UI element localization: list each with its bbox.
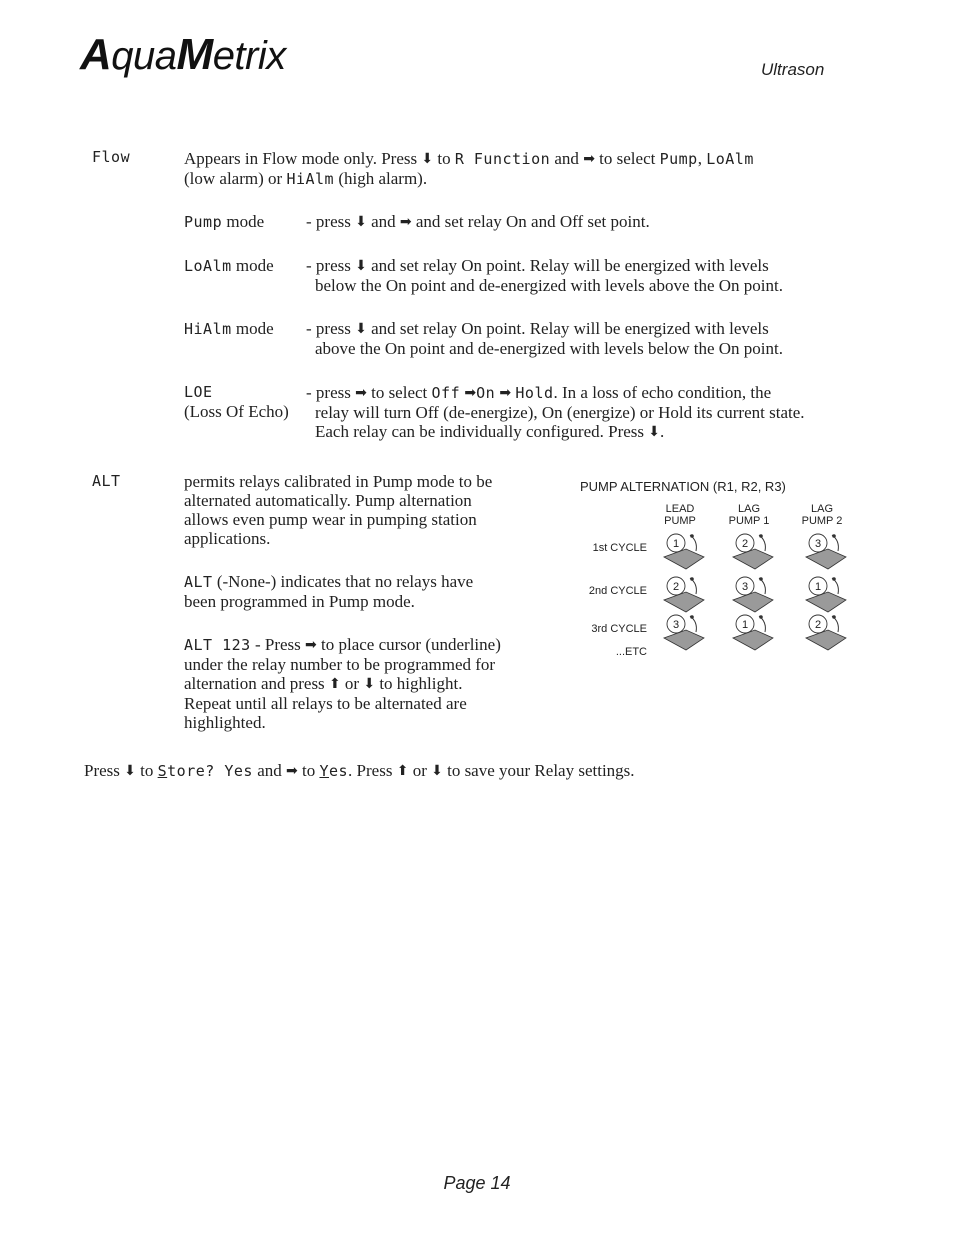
arrow-right-icon: ➡ [305,637,317,653]
pump-outlet-dot [832,534,836,538]
row-label: 1st CYCLE [592,542,647,554]
hialm-mode-desc: - press ⬇ and set relay On point. Relay will be energized with levels above the On point and de-energized with levels below the On point. [306,319,784,358]
arrow-up-icon: ⬆ [328,676,341,692]
pump-number: 1 [741,619,749,631]
pump-icon [733,615,773,650]
pump-outlet-dot [759,615,763,619]
diagram-title: PUMP ALTERNATION (R1, R2, R3) [580,479,786,494]
product-name: Ultrason [761,60,825,79]
arrow-right-icon: ➡ [285,763,298,779]
alt-para-3: ALT 123 - Press ➡ to place cursor (underline) under the relay number to be programmed for alternation and press ⬆ or ⬇ to highlight. Repeat until all relays to be alternated are highlighted. [184,635,501,732]
pump-outlet-dot [759,534,763,538]
pump-base [733,630,773,650]
arrow-right-icon: ➡ [499,385,512,401]
lcd-pump: Pump [659,150,698,168]
lcd-r-function: R Function [454,150,551,168]
pump-alternation-diagram [570,470,870,670]
logo-m: M [176,30,213,79]
flow-intro-line-2: (low alarm) or HiAlm (high alarm). [184,169,428,188]
arrow-down-icon: ⬇ [355,321,367,337]
lcd-store-yes: Store? Yes [157,762,253,780]
alt-para-1: permits relays calibrated in Pump mode to be alternated automatically. Pump alternation allows even pump wear in pumping station applications. [184,472,493,548]
arrow-down-icon: ⬇ [355,214,367,230]
arrow-right-icon: ➡ [464,385,477,401]
alt-para-2: ALT (-None-) indicates that no relays have been programmed in Pump mode. [184,572,474,611]
arrow-right-icon: ➡ [399,214,412,230]
pump-base [664,549,704,569]
pump-icon [664,577,704,612]
flow-intro [184,149,864,189]
pump-base [806,630,846,650]
arrow-up-icon: ⬆ [396,763,409,779]
lcd-hold: Hold [515,384,554,402]
pump-icon [806,615,846,650]
pump-mode-desc: - press ⬇ and ➡ and set relay On and Off set point. [306,212,650,231]
pump-icon [806,534,846,569]
lcd-loalm: LoAlm [706,150,754,168]
pump-number: 3 [672,619,680,631]
flow-label: Flow [92,148,131,166]
arrow-down-icon: ⬇ [648,424,661,440]
brand-logo [80,30,286,80]
pump-number: 2 [741,538,749,550]
loalm-mode-label: LoAlm mode [184,256,274,275]
arrow-down-icon: ⬇ [421,151,434,167]
lcd-off: Off [431,384,461,402]
loe-label: LOE (Loss Of Echo) [184,383,289,421]
pump-outlet-dot [690,615,694,619]
column-header-line1: LAG [737,503,761,515]
diagram-etc: ...ETC [615,646,647,658]
logo-etrix: etrix [212,34,286,78]
flow-intro-line-1: Appears in Flow mode only. Press ⬇ to R Function and ➡ to select Pump, LoAlm [184,149,754,168]
save-instruction: Press ⬇ to Store? Yes and ➡ to Yes. Press ⬆ or ⬇ to save your Relay settings. [84,761,635,780]
pump-icon [806,577,846,612]
hialm-mode-label: HiAlm mode [184,319,274,338]
alt-label: ALT [92,472,121,490]
pump-base [664,630,704,650]
pump-outlet-dot [690,577,694,581]
column-header-line2: PUMP [664,515,696,527]
pump-outlet-dot [832,577,836,581]
pump-number: 1 [814,581,822,593]
pump-icon [733,534,773,569]
arrow-right-icon: ➡ [355,385,367,401]
pump-outlet-dot [832,615,836,619]
loalm-mode-desc: - press ⬇ and set relay On point. Relay will be energized with levels below the On point and de-energized with levels above the On point. [306,256,784,295]
arrow-down-icon: ⬇ [431,763,443,779]
diagram-columns [664,503,842,527]
arrow-down-icon: ⬇ [355,258,367,274]
column-header-line2: PUMP 2 [801,515,843,527]
logo-qua: qua [111,34,177,78]
pump-base [664,592,704,612]
loe-desc: - press ➡ to select Off ➡On ➡ Hold. In a loss of echo condition, the relay will turn Off (de-energize), On (energize) or Hold its current state. Each relay can be individually configured. Press ⬇. [306,383,805,441]
column-header-line1: LAG [810,503,834,515]
column-header-line1: LEAD [665,503,695,515]
arrow-down-icon: ⬇ [363,676,376,692]
arrow-right-icon: ➡ [583,151,595,167]
logo-a: A [80,30,112,79]
arrow-down-icon: ⬇ [124,763,136,779]
pump-number: 2 [814,619,822,631]
lcd-yes: Yes [319,762,349,780]
page-number: Page 14 [443,1173,511,1193]
pump-number: 2 [672,581,680,593]
pump-base [806,592,846,612]
pump-base [733,549,773,569]
pump-number: 1 [672,538,680,550]
lcd-on: On [476,384,496,402]
pump-icon [664,615,704,650]
pump-icon [733,577,773,612]
lcd-hialm: HiAlm [286,170,335,188]
pump-base [806,549,846,569]
pump-outlet-dot [690,534,694,538]
column-header-line2: PUMP 1 [728,515,770,527]
diagram-rows [589,534,846,650]
pump-outlet-dot [759,577,763,581]
pump-number: 3 [814,538,822,550]
pump-base [733,592,773,612]
row-label: 2nd CYCLE [588,585,647,597]
pump-mode-label: Pump mode [184,212,265,231]
pump-number: 3 [741,581,749,593]
row-label: 3rd CYCLE [591,623,647,635]
pump-icon [664,534,704,569]
